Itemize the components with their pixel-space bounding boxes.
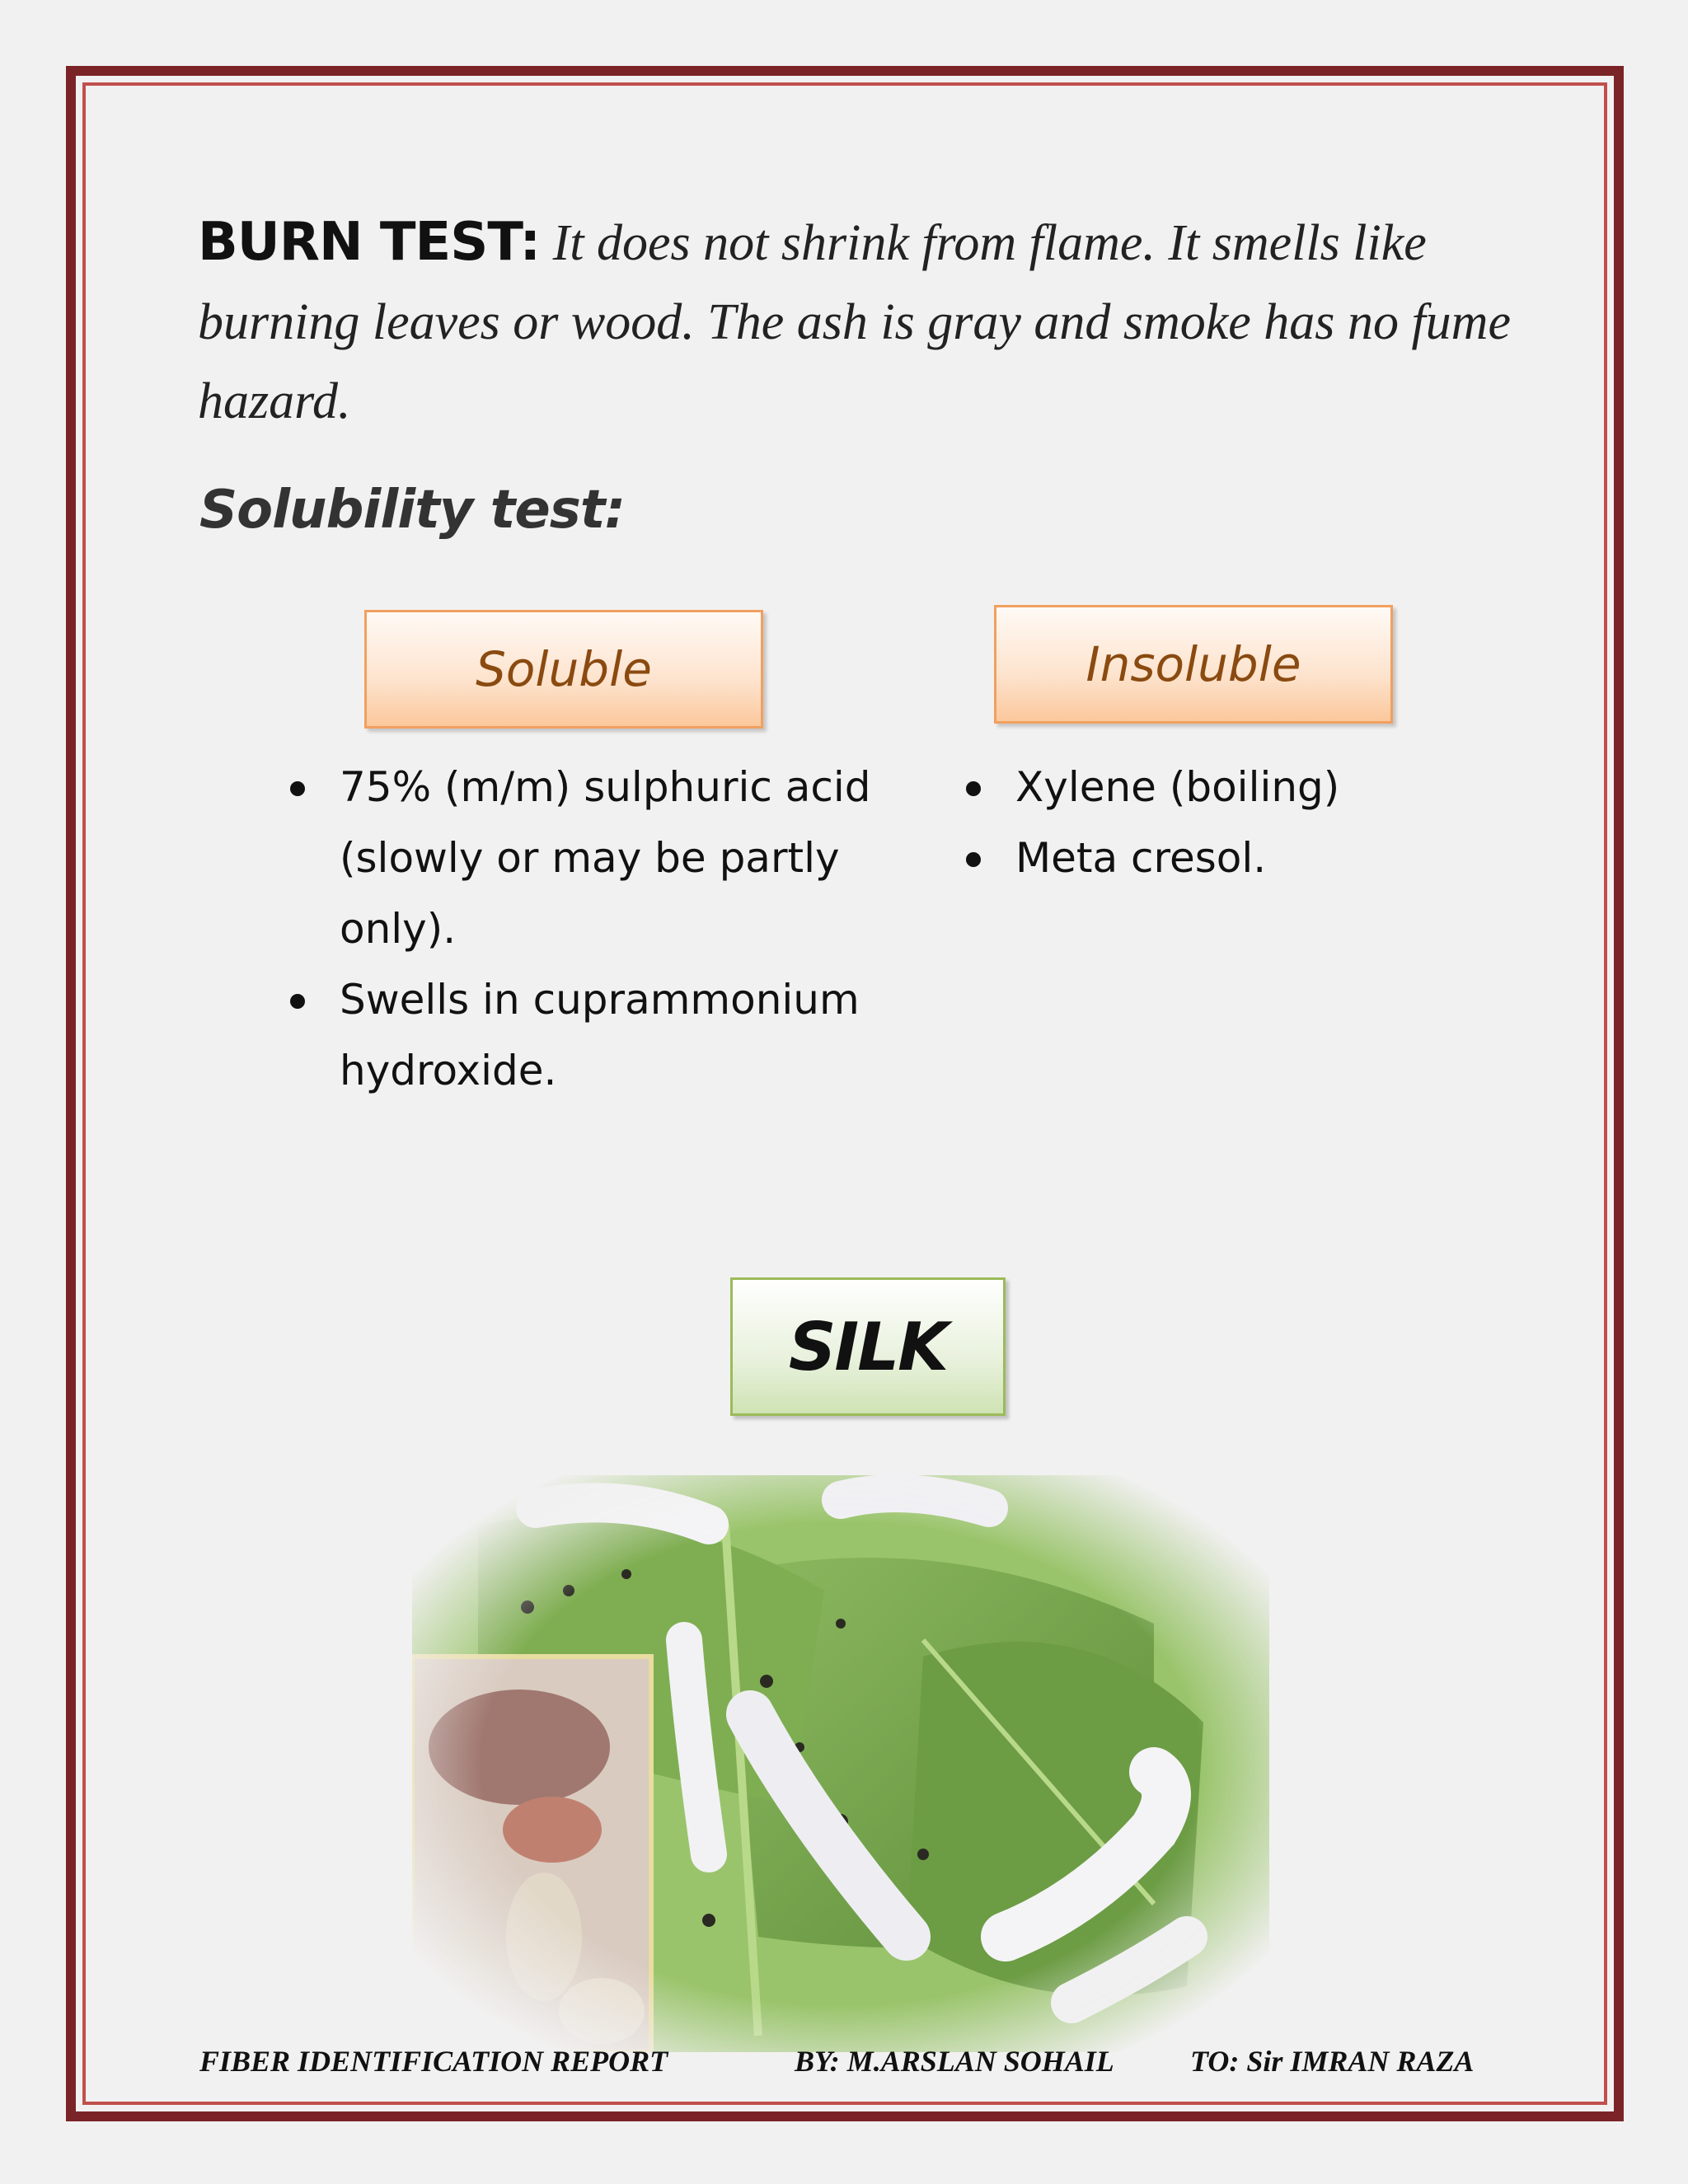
- soluble-list: [284, 752, 877, 1106]
- footer-report-title: FIBER IDENTIFICATION REPORT: [199, 2045, 668, 2078]
- insoluble-list: [959, 752, 1536, 893]
- insoluble-item: Meta cresol.: [959, 823, 1536, 893]
- burn-test-label: BURN TEST:: [198, 212, 541, 273]
- soluble-item: Swells in cuprammonium hydroxide.: [284, 964, 877, 1106]
- burn-test-paragraph: [198, 203, 1517, 441]
- silk-title-box: SILK: [730, 1277, 1006, 1416]
- burn-test-text: It does not shrink from flame. It smells like burning leaves or wood. The ash is gray and smoke has no fume hazard.: [198, 215, 1511, 429]
- insoluble-box: Insoluble: [994, 605, 1393, 724]
- footer-author: BY: M.ARSLAN SOHAIL: [795, 2045, 1114, 2078]
- solubility-heading: Solubility test:: [199, 480, 626, 541]
- footer-recipient: TO: Sir IMRAN RAZA: [1190, 2045, 1475, 2078]
- silkworm-photo: [412, 1475, 1269, 2052]
- soluble-box: Soluble: [364, 610, 763, 729]
- insoluble-item: Xylene (boiling): [959, 752, 1536, 823]
- soluble-item: 75% (m/m) sulphuric acid (slowly or may be partly only).: [284, 752, 877, 964]
